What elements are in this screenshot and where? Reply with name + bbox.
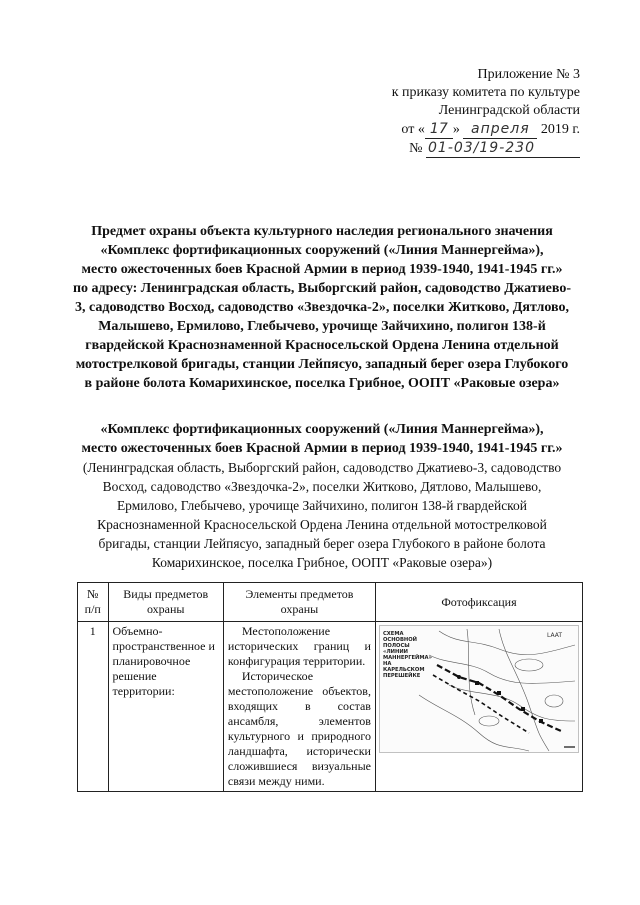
appendix-header	[380, 66, 580, 158]
header-elements: Элементы предметов охраны	[223, 583, 375, 622]
map-legend-line: «ЛИНИИ	[382, 649, 408, 655]
map-legend-line: МАННЕРГЕЙМА»	[382, 655, 432, 661]
object-address: (Ленинградская область, Выборгский район, садоводство Джатиево-3, садоводство Восход, садоводство «Звездочка-2», поселки Житково, Дятлово, Малышево, Ермилово, Глебычево, урочище Зайчихино, полигон 138-й гвардейской Краснознаменной Красносельской Ордена Ленина отдельной мотострелковой бригады, станции Лейпясуо, западный берег озера Глубокого в районе болота Комарихинское, поселка Грибное, ООПТ «Раковые озера»)	[82, 460, 562, 570]
appendix-region: Ленинградской области	[438, 103, 580, 118]
object-name-heading: «Комплекс фортификационных сооружений («Линия Маннергейма»), место ожесточенных боев Красной Армии в период 1939-1940, 1941-1945 гг.»	[81, 422, 563, 456]
appendix-order-ref: к приказу комитета по культуре	[391, 85, 580, 100]
map-legend-line: НА	[382, 661, 392, 667]
date-month-handwritten: апреля	[463, 120, 537, 139]
row-type: Объемно-пространственное и планировочное решение территории:	[108, 622, 223, 792]
order-number-handwritten: 01-03/19-230	[426, 139, 580, 158]
mannerheim-line-map-image	[379, 625, 579, 753]
header-num: № п/п	[78, 583, 109, 622]
date-day-handwritten: 17	[425, 120, 453, 139]
header-types: Виды предметов охраны	[108, 583, 223, 622]
appendix-number: Приложение № 3	[477, 67, 580, 82]
protection-subject-title: Предмет охраны объекта культурного наследия регионального значения «Комплекс фортификационных сооружений («Линия Маннергейма»), место ожесточенных боев Красной Армии в период 1939-1940, 1941-1945 гг.» по адресу: Ленинградская область, Выборгский район, садоводство Джатиево- 3, садоводство Восход, садоводство «Звездочка-2», поселки Житково, Дятлово, Малышево, Ермилово, Глебычево, урочище Зайчихино, полигон 138-й гвардейской Краснознаменной Красносельской Ордена Ленина отдельной мотострелковой бригады, станции Лейпясуо, западный берег озера Глубокого в районе болота Комарихинское, поселка Грибное, ООПТ «Раковые озера»	[72, 224, 572, 391]
appendix-date: от « 17 » апреля 2019 г.	[401, 121, 580, 137]
row-num: 1	[78, 622, 109, 792]
elements-paragraph-2: Историческое местоположение объектов, входящих в состав ансамбля, элементов культурного и природного ландшафта, исторически сложившиеся визуальные связи между ними.	[227, 669, 371, 788]
header-photo: Фотофиксация	[375, 583, 582, 622]
map-legend-line: ПОЛОСЫ	[382, 643, 410, 649]
table-header-row	[78, 583, 583, 622]
map-legend-line: КАРЕЛЬСКОМ	[382, 667, 425, 673]
elements-paragraph-1: Местоположение исторических границ и конфигурация территории.	[227, 624, 371, 668]
table-row	[78, 622, 583, 792]
map-legend-line: ОСНОВНОЙ	[382, 637, 417, 643]
appendix-order-number: № 01-03/19-230	[380, 139, 580, 158]
row-photo	[375, 622, 582, 792]
row-elements	[223, 622, 375, 792]
map-corner-label: LAAT	[546, 632, 563, 639]
map-legend-line: ПЕРЕШЕЙКЕ	[382, 673, 421, 679]
protection-table	[77, 582, 583, 792]
map-legend-line: СХЕМА	[382, 631, 404, 637]
